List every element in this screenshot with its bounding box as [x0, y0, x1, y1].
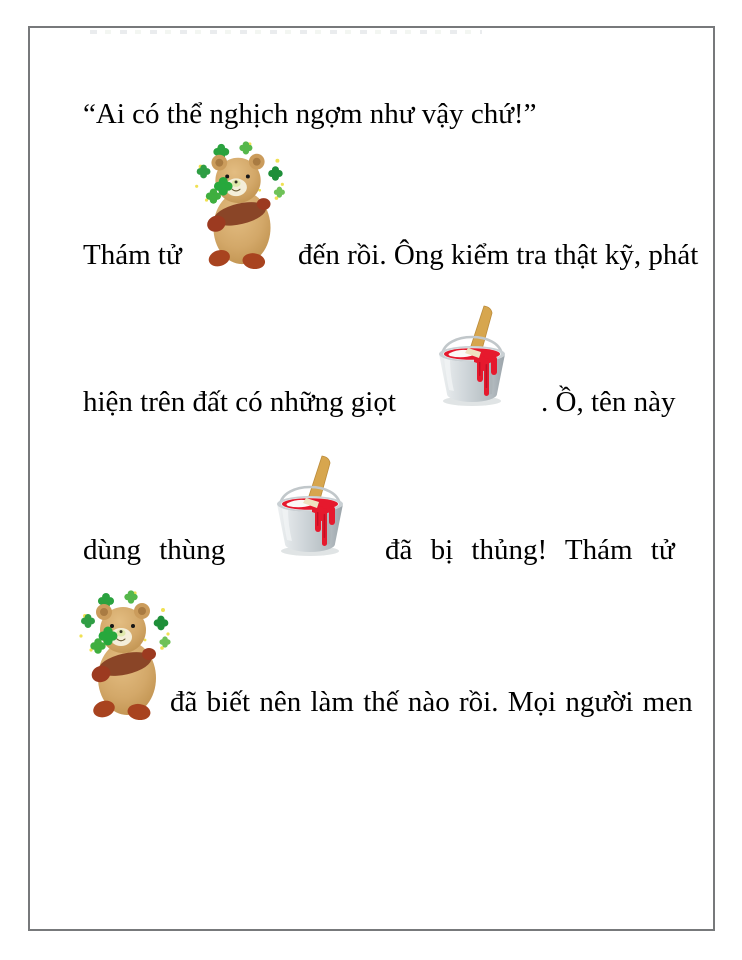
story-line-2-end: đến rồi. Ông kiểm tra thật kỹ, phát	[298, 239, 699, 271]
story-line-4-start: dùng thùng	[83, 534, 226, 566]
story-line-1: “Ai có thể nghịch ngợm như vậy chứ!”	[83, 98, 537, 130]
story-line-3-end: . Ồ, tên này	[541, 386, 676, 418]
paint-bucket-illustration	[432, 304, 512, 409]
document-page	[28, 26, 715, 931]
story-line-4-end: đã bị thủng! Thám tử	[385, 534, 675, 566]
story-line-5: đã biết nên làm thế nào rồi. Mọi người men	[170, 686, 693, 718]
paint-bucket-illustration	[270, 454, 350, 559]
detective-bear-illustration	[74, 590, 176, 720]
story-line-3-start: hiện trên đất có những giọt	[83, 386, 396, 418]
scan-artifact-strip	[90, 30, 482, 34]
detective-bear-illustration	[190, 141, 290, 269]
story-line-2-start: Thám tử	[83, 239, 182, 271]
